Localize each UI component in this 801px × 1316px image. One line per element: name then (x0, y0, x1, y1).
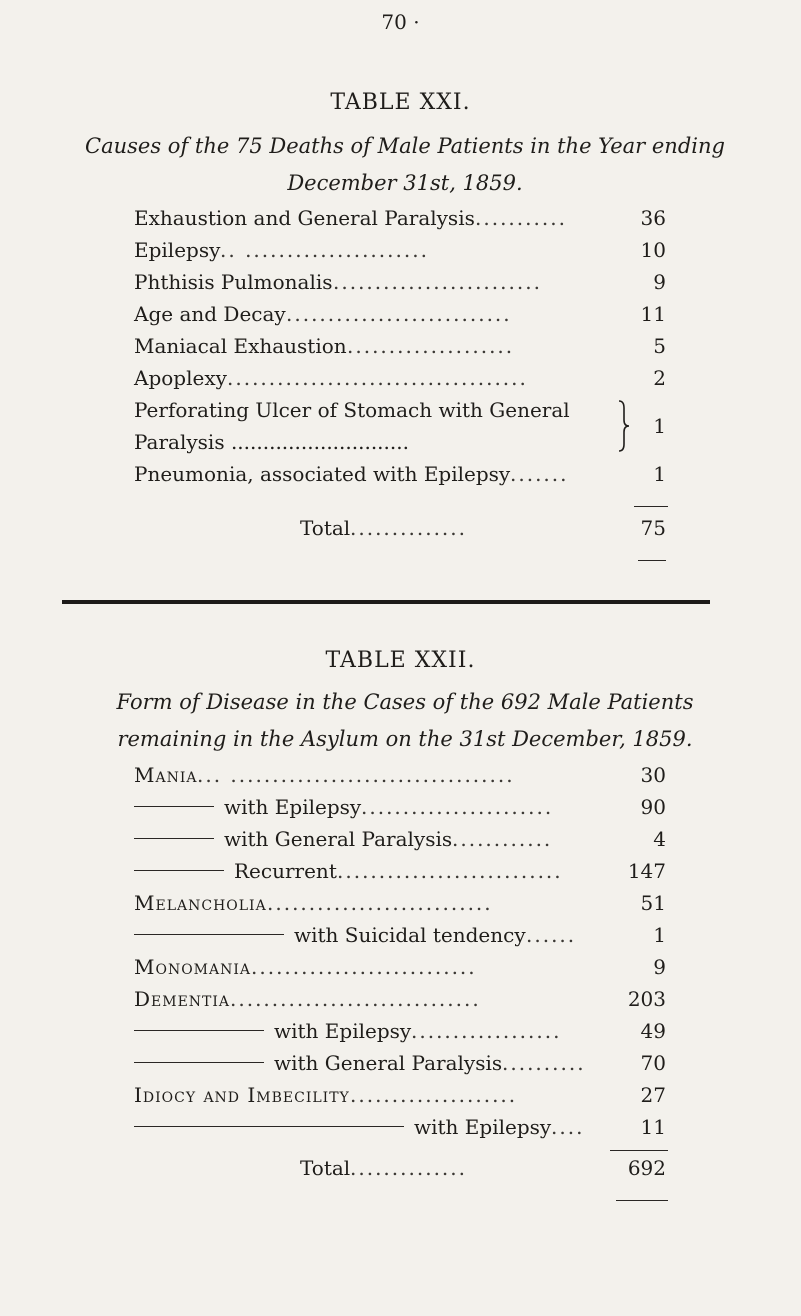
ditto-dash (134, 870, 224, 871)
table-row (134, 983, 666, 1015)
row-label-text: with General Paralysis (274, 1051, 503, 1075)
table-row (134, 330, 666, 362)
dot-leader: .............................. (230, 987, 481, 1011)
row-label (300, 1152, 350, 1184)
row-label-text: Exhaustion and General Paralysis (134, 206, 475, 230)
row-label (134, 791, 361, 823)
row-label-text: Pneumonia, associated with Epilepsy (134, 462, 511, 486)
dot-leader: ....... (510, 462, 569, 486)
table-21-caption (50, 128, 760, 202)
ditto-dash (134, 1030, 264, 1031)
row-value: 2 (653, 366, 666, 390)
row-value: 11 (640, 302, 666, 326)
ditto-dash (134, 1062, 264, 1063)
dot-leader: ...... (526, 923, 577, 947)
row-label-text: with General Paralysis (224, 827, 453, 851)
row-label (134, 330, 347, 362)
row-label (134, 887, 267, 919)
row-value: 10 (640, 238, 666, 262)
row-label-text: Apoplexy (134, 366, 227, 390)
row-value: 4 (653, 827, 666, 851)
dot-leader: ....................... (361, 795, 554, 819)
row-value: 1 (653, 923, 666, 947)
row-label (134, 298, 286, 330)
row-value: 90 (640, 795, 666, 819)
brace-row-line2: Paralysis ............................ (134, 430, 409, 454)
table-21-last-row-wrap (134, 458, 666, 490)
total-row (134, 1152, 666, 1184)
row-value: 27 (640, 1083, 666, 1107)
row-label-text: with Epilepsy (274, 1019, 412, 1043)
row-value: 692 (627, 1156, 666, 1180)
table-21-brace-section (134, 394, 666, 458)
table-row (134, 791, 666, 823)
row-value: 147 (627, 859, 666, 883)
row-value: 75 (640, 516, 666, 540)
table-row (134, 1015, 666, 1047)
dot-leader: .............. (350, 516, 468, 540)
row-label (134, 951, 251, 983)
row-label (134, 202, 475, 234)
table-22-total-wrap (134, 1152, 666, 1184)
row-label-text: Dementia (134, 987, 231, 1011)
dot-leader: ......................... (333, 270, 542, 294)
dot-leader: .................................... (227, 366, 528, 390)
dot-leader: ........... (475, 206, 567, 230)
table-22-title: TABLE XXII. (325, 648, 476, 673)
table-21-body (134, 202, 666, 394)
row-label-text: with Suicidal tendency (294, 923, 526, 947)
table-21-caption-line2: December 31st, 1859. (287, 171, 523, 195)
row-label-text: Age and Decay (134, 302, 286, 326)
row-value: 203 (627, 987, 666, 1011)
dot-leader: ........................... (251, 955, 477, 979)
table-22-caption (50, 684, 760, 758)
row-label (134, 919, 526, 951)
dot-leader: .... (551, 1115, 585, 1139)
page-number: 70 · (381, 10, 420, 34)
table-22-caption-line2: remaining in the Asylum on the 31st December, 1859. (117, 727, 693, 751)
dot-leader: ............ (452, 827, 553, 851)
table-row (134, 266, 666, 298)
row-label-text: with Epilepsy (224, 795, 362, 819)
dot-leader: ........................... (286, 302, 512, 326)
row-value: 36 (640, 206, 666, 230)
row-label (134, 266, 333, 298)
row-label-text: Idiocy and Imbecility (134, 1083, 350, 1107)
dot-leader: .............. (350, 1156, 468, 1180)
ditto-dash (134, 1126, 404, 1127)
table-row (134, 1111, 666, 1143)
row-label (134, 1047, 502, 1079)
dot-leader: .................. (411, 1019, 562, 1043)
row-value: 11 (640, 1115, 666, 1139)
sum-rule (638, 560, 666, 561)
table-row (134, 887, 666, 919)
row-value: 30 (640, 763, 666, 787)
row-value: 70 (640, 1051, 666, 1075)
row-value: 9 (653, 270, 666, 294)
row-label (134, 823, 452, 855)
table-22-caption-line1: Form of Disease in the Cases of the 692 Male Patients (116, 690, 694, 714)
table-row (134, 951, 666, 983)
sum-rule (610, 1150, 668, 1151)
table-row (134, 202, 666, 234)
total-row (134, 512, 666, 544)
ditto-dash (134, 934, 284, 935)
table-21-total-wrap (134, 512, 666, 544)
row-label-text: Total (300, 1156, 351, 1180)
row-label-text: Melancholia (134, 891, 267, 915)
row-label (134, 983, 230, 1015)
row-value: 1 (653, 462, 666, 486)
dot-leader: .................... (350, 1083, 518, 1107)
row-label (134, 1111, 551, 1143)
row-label-text: Total (300, 516, 351, 540)
dot-leader: .. ...................... (220, 238, 429, 262)
row-label (134, 362, 227, 394)
row-label (134, 458, 510, 490)
table-21-brace-row (134, 394, 666, 458)
row-value: 5 (653, 334, 666, 358)
row-label-text: Maniacal Exhaustion (134, 334, 347, 358)
ditto-dash (134, 806, 214, 807)
table-22-body (134, 759, 666, 1143)
brace-row-value: 1 (653, 414, 666, 438)
table-row (134, 1047, 666, 1079)
row-value: 9 (653, 955, 666, 979)
row-label (134, 1015, 411, 1047)
row-label (134, 1079, 350, 1111)
row-label-text: Recurrent (234, 859, 337, 883)
dot-leader: ... .................................. (197, 763, 515, 787)
sum-rule (616, 1200, 668, 1201)
row-value: 51 (640, 891, 666, 915)
row-label (134, 855, 337, 887)
dot-leader: ........................... (267, 891, 493, 915)
table-row (134, 362, 666, 394)
row-label-text: Monomania (134, 955, 252, 979)
ditto-dash (134, 838, 214, 839)
brace-row-line1: Perforating Ulcer of Stomach with General (134, 398, 570, 422)
row-label-text: with Epilepsy (414, 1115, 552, 1139)
table-row (134, 759, 666, 791)
table-row (134, 234, 666, 266)
right-brace-icon (618, 400, 630, 452)
row-value: 49 (640, 1019, 666, 1043)
row-label (134, 759, 197, 791)
table-row (134, 298, 666, 330)
row-label-text: Epilepsy (134, 238, 221, 262)
table-21-caption-line1: Causes of the 75 Deaths of Male Patients in the Year ending (85, 134, 725, 158)
dot-leader: .................... (347, 334, 515, 358)
section-divider (62, 600, 710, 604)
table-row (134, 855, 666, 887)
table-row (134, 458, 666, 490)
table-row (134, 823, 666, 855)
sum-rule (634, 506, 668, 507)
dot-leader: .......... (502, 1051, 586, 1075)
dot-leader: ........................... (337, 859, 563, 883)
table-row (134, 1079, 666, 1111)
row-label-text: Phthisis Pulmonalis (134, 270, 333, 294)
row-label (134, 234, 220, 266)
table-21-title: TABLE XXI. (330, 90, 471, 115)
row-label (300, 512, 350, 544)
row-label-text: Mania (134, 763, 198, 787)
table-row (134, 919, 666, 951)
